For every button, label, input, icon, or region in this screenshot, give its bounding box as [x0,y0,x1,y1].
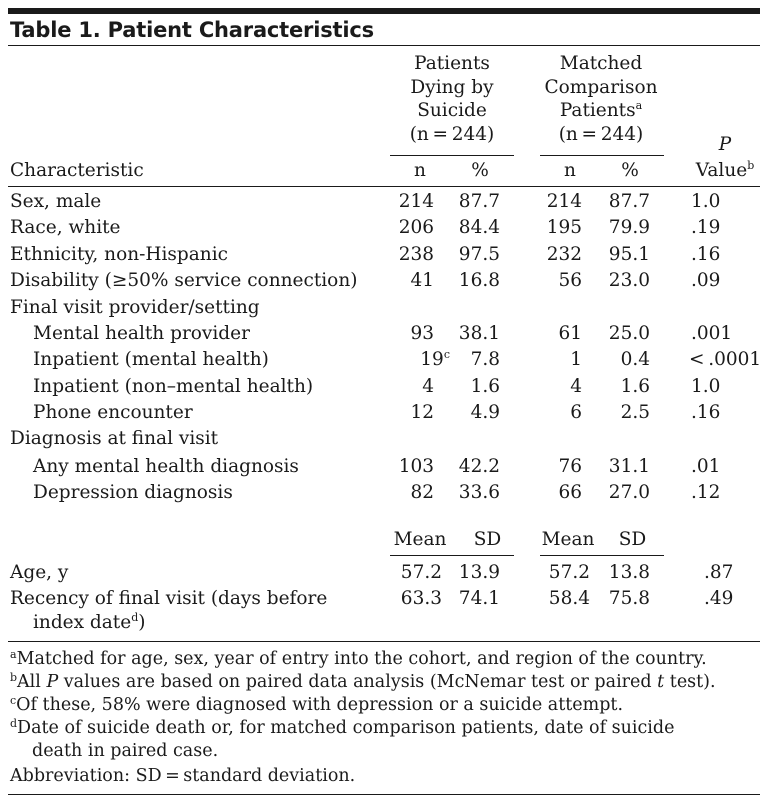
cell-n-suicide: 12 [410,402,434,423]
footnote-b: $^b$All P values are based on paired data analysis (McNemar test or paired t test). [10,671,716,692]
cell-p-value: .001 [691,323,733,344]
row-label: Final visit provider/setting [10,297,260,318]
cell-n-comparison: 1 [570,349,582,370]
row-label: Mental health provider [33,323,250,344]
cell-p-value: .01 [691,456,721,477]
cell-sd-comparison: 75.8 [608,588,650,609]
table-title: Table 1. Patient Characteristics [10,18,374,42]
row-label: Ethnicity, non-Hispanic [10,244,228,265]
group-header-comparison: Matched Comparison Patients$^a$ (n = 244) [544,53,658,145]
row-label: Phone encounter [33,402,193,423]
bottom-rule [8,641,760,642]
group-rule-suicide [390,155,514,156]
cell-pct-suicide: 38.1 [458,323,500,344]
column-header-p: P [718,134,732,155]
cell-n-suicide: 206 [398,217,434,238]
row-label: Any mental health diagnosis [33,456,299,477]
cell-pct-comparison: 1.6 [620,376,650,397]
row-label: Inpatient (mental health) [33,349,269,370]
row-label: Inpatient (non–mental health) [33,376,314,397]
cell-n-suicide: 82 [410,482,434,503]
row-label: Recency of final visit (days before [10,588,328,609]
column-header-mean: Mean [541,529,595,550]
cell-n-comparison: 195 [546,217,582,238]
column-header-mean: Mean [393,529,447,550]
row-label: Depression diagnosis [33,482,233,503]
footnote-mark: a [635,99,643,112]
group-rule-comparison [540,155,664,156]
cell-pct-suicide: 84.4 [458,217,500,238]
cell-pct-comparison: 27.0 [608,482,650,503]
final-rule [8,794,760,795]
cell-n-comparison: 4 [570,376,582,397]
group-rule-suicide-2 [390,555,514,556]
footnote-c: $^c$Of these, 58% were diagnosed with depression or a suicide attempt. [10,694,624,715]
cell-pct-comparison: 79.9 [608,217,650,238]
cell-pct-suicide: 7.8 [470,349,500,370]
column-header-n: n [564,160,576,181]
cell-pct-suicide: 97.5 [458,244,500,265]
cell-n-suicide: 238 [398,244,434,265]
cell-pct-comparison: 23.0 [608,270,650,291]
footnote-mark: b [747,159,755,172]
footnote-mark: d [131,611,139,624]
cell-n-suicide: 214 [398,191,434,212]
top-bar [8,8,760,14]
cell-p-value: < .0001 [689,349,762,370]
cell-n-suicide: 103 [398,456,434,477]
column-header-sd: SD [618,529,647,550]
cell-mean-comparison: 58.4 [548,588,590,609]
cell-pct-comparison: 31.1 [608,456,650,477]
cell-n-comparison: 6 [570,402,582,423]
cell-mean-comparison: 57.2 [548,562,590,583]
column-header-pct: % [621,160,639,181]
footnote-d-continued: death in paired case. [32,741,219,761]
cell-p-value: .12 [691,482,721,503]
cell-n-comparison: 66 [558,482,582,503]
cell-pct-suicide: 4.9 [470,402,500,423]
cell-sd-suicide: 13.9 [458,562,500,583]
cell-n-suicide: 41 [410,270,434,291]
footnote-abbreviation: Abbreviation: SD = standard deviation. [10,766,356,786]
cell-pct-suicide: 33.6 [458,482,500,503]
cell-pct-suicide: 87.7 [458,191,500,212]
footnote-a: $^a$Matched for age, sex, year of entry into the cohort, and region of the country. [10,648,707,669]
cell-n-suicide: 4 [422,376,434,397]
cell-p-value: .16 [691,244,721,265]
cell-p-value: .09 [691,270,721,291]
cell-pct-comparison: 2.5 [620,402,650,423]
cell-n-comparison: 61 [558,323,582,344]
cell-p-value: .16 [691,402,721,423]
title-rule [8,45,760,46]
cell-sd-suicide: 74.1 [458,588,500,609]
cell-p-value: 1.0 [691,376,721,397]
cell-mean-suicide: 63.3 [400,588,442,609]
column-header-pct: % [471,160,489,181]
cell-p-value: .19 [691,217,721,238]
row-label: Diagnosis at final visit [10,428,219,449]
cell-pct-suicide: 42.2 [458,456,500,477]
column-header-p-value: Value$^b$ [695,159,755,181]
row-label: Age, y [10,562,69,583]
column-header-n: n [414,160,426,181]
cell-pct-comparison: 87.7 [608,191,650,212]
cell-p-value: 1.0 [691,191,721,212]
footnote-mark: c [443,348,450,361]
row-label: Disability (≥50% service connection) [10,270,358,291]
row-label-continued: index date$^d$) [33,611,146,633]
cell-pct-comparison: 0.4 [620,349,650,370]
cell-n-suicide: 93 [410,323,434,344]
row-label: Sex, male [10,191,102,212]
column-header-characteristic: Characteristic [10,160,144,181]
row-label: Race, white [10,217,121,238]
cell-pct-suicide: 16.8 [458,270,500,291]
cell-p-value: .87 [704,562,734,583]
header-rule [8,186,760,187]
cell-sd-comparison: 13.8 [608,562,650,583]
group-header-suicide: Patients Dying by Suicide (n = 244) [409,53,495,145]
cell-pct-suicide: 1.6 [470,376,500,397]
cell-mean-suicide: 57.2 [400,562,442,583]
cell-pct-comparison: 25.0 [608,323,650,344]
cell-n-comparison: 76 [558,456,582,477]
group-rule-comparison-2 [540,555,664,556]
cell-n-comparison: 232 [546,244,582,265]
cell-p-value: .49 [704,588,734,609]
cell-n-suicide: 19$^c$ [420,348,450,370]
cell-n-comparison: 214 [546,191,582,212]
cell-n-comparison: 56 [558,270,582,291]
footnote-d: $^d$Date of suicide death or, for matched comparison patients, date of suicide [10,717,675,738]
column-header-sd: SD [473,529,502,550]
cell-pct-comparison: 95.1 [608,244,650,265]
